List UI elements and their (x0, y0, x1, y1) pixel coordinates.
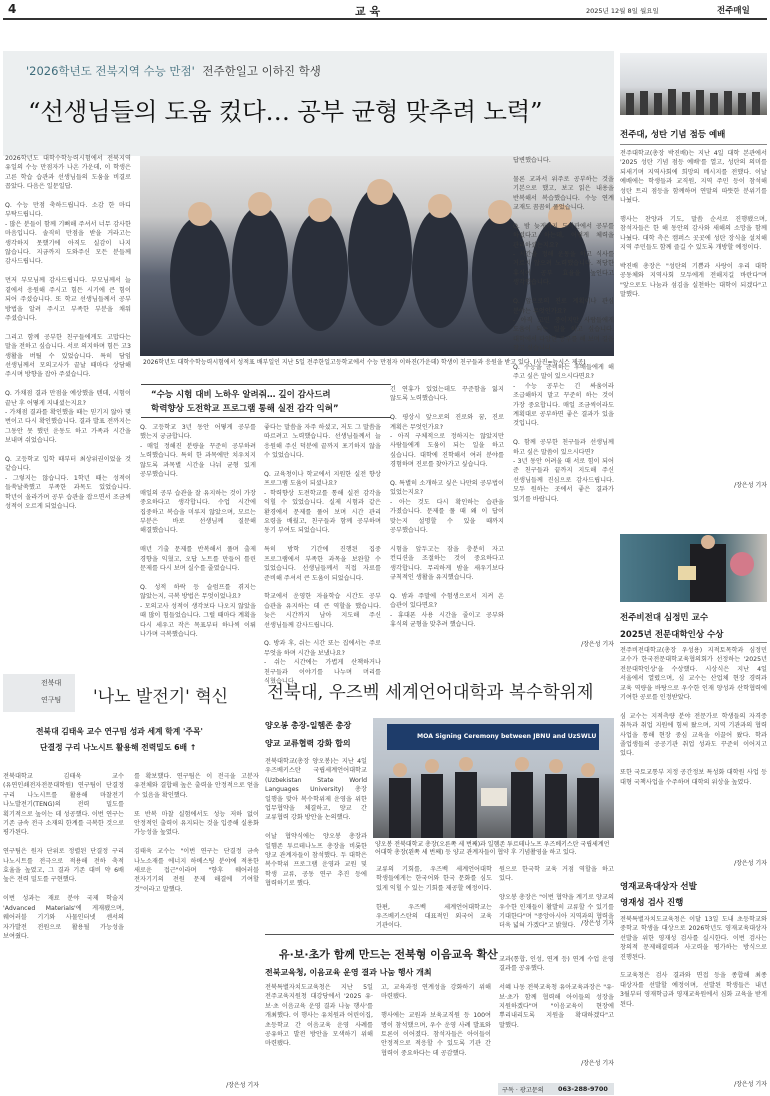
side1-byline: /장은성 기자 (734, 482, 767, 489)
jbnu-subhead-1: 양오봉 총장-일헴존 총장 (265, 721, 352, 730)
childcare-headline: 유·보·초가 함께 만드는 전북형 이음교육 확산 (279, 948, 498, 961)
nano-byline: /장은성 기자 (226, 1082, 259, 1089)
award-graphic (620, 534, 767, 602)
childcare-subhead: 전북교육청, 이음교육 운영 결과 나눔 행사 개최 (265, 968, 432, 977)
paper-name: 전주매일 (717, 6, 750, 16)
nano-tag-2: 연구팀 (41, 696, 62, 704)
award-photo (620, 534, 767, 602)
subscribe-footer (498, 1083, 614, 1095)
issue-date: 2025년 12월 8일 월요일 (586, 7, 659, 15)
jbnu-photo-caption: 양오봉 전북대학교 총장(오른쪽 세 번째)과 일헴존 투르테나노프 우즈베키스탄 국립세계언어대학 총장(왼쪽 세 번째) 등 양교 관계자들이 협약 후 기념촬영을 하고 있다. (375, 841, 610, 857)
people-graphic (373, 718, 614, 838)
nano-subhead-2: 단결정 구리 나노시트 활용해 전력밀도 6배 ↑ (40, 743, 197, 752)
jbnu-story (265, 662, 614, 932)
childcare-col-3: 교과(통합, 인성, 연계 등) 연계 수업 운영 결과를 공유했다. 서혜 나동 전북교육청 유아교육과장은 "유·보·초가 함께 협력해 아이들의 성장을 지원하겠다"며 "이음교육이 현장에 뿌리내리도록 지원을 확대하겠다"고 말했다. (499, 956, 614, 1029)
nano-tag (3, 674, 75, 712)
side1-body: 전주대학교(총장 박진배)는 지난 4일 대학 본관에서 '2025 성탄 기념 점등 예배'를 열고, 성탄의 의미를 되새기며 지역사회에 희망의 메시지를 전했다. 이날 예배에는 학생들과 교직원, 지역 주민 등이 참석해 성탄 트리 점등을 함께하며 연말의 따뜻한 분위기를 나눴다. 행사는 찬양과 기도, 말씀 순서로 진행됐으며, 참석자들은 한 해 동안의 감사와 새해의 소망을 함께 나눴다. 대학 측은 캠퍼스 곳곳에 성탄 장식을 설치해 지역 주민들도 함께 즐길 수 있도록 개방할 예정이다. 박진배 총장은 "성탄의 기쁨과 사랑이 우리 대학 공동체와 지역사회 모두에게 전해지길 바란다"며 "앞으로도 나눔과 섬김을 실천하는 대학이 되겠다"고 말했다. (620, 150, 767, 299)
nano-tag-1: 전북대 (41, 679, 62, 687)
side1-rule (620, 144, 767, 145)
headline-box (3, 51, 614, 156)
page-number: 4 (8, 2, 17, 16)
pullquote (141, 384, 391, 418)
side2-body: 전주비전대학교(총장 우성용) 지적토목학과 심정민 교수가 한국전문대학교육협의회가 선정하는 '2025년 전문대학인상'을 수상했다. 시상식은 지난 4일 서울에서 열렸으며, 심 교수는 산업체 현장 경력과 교육 역량을 바탕으로 우수한 인재 양성과 산학협력에 기여한 공로를 인정받았다. 심 교수는 지적측량 분야 전문가로 학생들의 자격증 취득과 취업 지원에 힘써 왔으며, 지역 기관과의 협력 사업을 통해 현장 중심 교육을 이끌어 왔다. 학과 졸업생들의 공공기관 취업 성과도 꾸준히 이어지고 있다. 또한 국토교통부 지정 공간정보 특성화 대학원 사업 등 대형 국책사업을 수주하며 대학의 위상을 높였다. (620, 647, 767, 786)
side-story-christmas (620, 53, 767, 491)
jbnu-col-1: 전북대학교(총장 양오봉)는 지난 4일 우즈베키스탄 국립세계언어대학교(Uzbekistan State World Languages University) 총장 일행을 맞아 복수학위제 운영을 위한 업무협약을 체결하고, 양교 간 교류협력 강화 방안을 논의했다. 이날 협약식에는 양오봉 총장과 일헴존 투르테나노프 총장을 비롯한 양교 관계자들이 참석했다. 두 대학은 복수학위 프로그램 운영과 교원 및 학생 교류, 공동 연구 추진 등에 협력하기로 했다. (265, 758, 367, 888)
subscribe-phone: 063-288-9700 (558, 1085, 608, 1093)
jbnu-byline: /장은성 기자 (581, 920, 614, 927)
nano-story (3, 662, 259, 1094)
nano-col-2: 를 확보했다. 연구팀은 이 전극을 고분자 유전체와 결합해 높은 출력을 안정적으로 얻을 수 있음을 확인했다. 또 반복 마찰 실험에서도 성능 저하 없이 안정적인 출력이 유지되는 것을 입증해 실용화 가능성을 높였다. 김태욱 교수는 "이번 연구는 단결정 금속 나노소재를 에너지 하베스팅 분야에 적용한 새로운 접근"이라며 "향후 웨어러블 전자기기의 전원 문제 해결에 기여할 것"이라고 말했다. (134, 773, 259, 893)
main-col-4: 긴 연휴가 있었는데도 꾸준함을 잃지 않도록 노력했습니다. Q. 평상시 앞으로의 진로와 꿈, 진로 계획은 무엇인가요? - 아직 구체적으로 정하지는 않았지만 사람들에게 도움이 되는 일을 하고 싶습니다. 대학에 진학해서 여러 분야를 경험하며 진로를 찾아가고 싶습니다. Q. 특별히 소개하고 싶은 나만의 공부법이 있었는지요? - 아는 것도 다시 확인하는 습관을 가졌습니다. 문제를 풀 때 왜 이 답이 맞는지 설명할 수 있을 때까지 공부했습니다. 시험을 앞두고는 잠을 충분히 자고 컨디션을 조절하는 것이 중요하다고 생각합니다. 무리하게 밤을 새우기보다 규칙적인 생활을 유지했습니다. Q. 밤과 주말에 수험생으로서 지켜 온 습관이 있다면요? - 휴대폰 사용 시간을 줄이고 공부와 휴식의 균형을 맞추려 했습니다. (390, 386, 504, 629)
crowd-graphic (620, 53, 767, 115)
pullquote-line-1: “수능 시험 대비 노하우 알려줘… 깊이 감사드려 (151, 390, 331, 400)
nano-subhead-1: 전북대 김태욱 교수 연구팀 성과 세계 학계 '주목' (36, 727, 203, 736)
jbnu-signing-photo (373, 718, 614, 838)
side2-byline: /장은성 기자 (734, 860, 767, 867)
jbnu-divider (265, 934, 614, 935)
side-story-award (620, 540, 767, 870)
side3-rule (620, 911, 767, 912)
childcare-col-2: 고, 교육과정 연계성을 강화하기 위해 마련됐다. 행사에는 교원과 보육교직원 등 100여 명이 참석했으며, 우수 운영 사례 발표와 토론이 이어졌다. 참석자들은 아이들이 안정적으로 적응할 수 있도록 기관 간 협력이 중요하다는 데 공감했다. (381, 984, 491, 1057)
main-col-1: 2026학년도 대학수학능력시험에서 전북지역 유일의 수능 만점자가 나온 가운데, 이 학생은 고른 학습 습관과 선생님들의 도움을 비결로 꼽았다. 다음은 일문일답. Q. 수능 만점 축하드립니다. 소감 한 마디 부탁드립니다. - 많은 분들이 함께 기뻐해 주셔서 너무 감사한 마음입니다. 솔직히 만점을 받을 거라고는 생각하지 못했기에 아직도 실감이 나지 않습니다. 지금까지 도와주신 모든 분들께 감사드립니다. 먼저 부모님께 감사드립니다. 부모님께서 늘 곁에서 응원해 주시고 힘든 시기에 큰 힘이 되어 주셨습니다. 또 학교 선생님들께서 공부 방법을 알려 주시고 부족한 부분을 채워 주셨습니다. 그리고 함께 공부한 친구들에게도 고맙다는 말을 전하고 싶습니다. 서로 의지하며 힘든 고3 생활을 버틸 수 있었습니다. 특히 담임 선생님께서 모의고사가 끝날 때마다 상담해 주시며 방향을 잡아 주셨습니다. Q. 가채점 결과 만점을 예상했을 텐데, 시험이 끝난 후 어떻게 지내셨는지요? - 가채점 결과를 확인했을 때는 믿기지 않아 몇 번이고 다시 확인했습니다. 결과 발표 전까지는 그동안 못 했던 운동도 하고 가족과 시간을 보내며 쉬었습니다. Q. 고등학교 입학 때부터 최상위권이었을 것 같습니다. - 그렇지는 않습니다. 1학년 때는 성적이 들쑥날쑥했고 부족한 과목도 있었습니다. 학년이 올라가며 공부 습관을 잡으면서 조금씩 성적이 오르게 되었습니다. (5, 155, 131, 511)
kicker-right: 전주한일고 이하진 학생 (202, 64, 321, 78)
side2-rule (620, 642, 767, 643)
jbnu-headline: 전북대, 우즈벡 세계언어대학과 복수학위제 (267, 683, 594, 703)
side1-headline: 전주대, 성탄 기념 점등 예배 (620, 130, 726, 140)
section-title: 교 육 (355, 5, 381, 18)
main-col-3: 좋다는 말씀을 자주 하셨고, 저도 그 말씀을 따르려고 노력했습니다. 선생님들께서 늘 응원해 주신 덕분에 끝까지 포기하지 않을 수 있었습니다. Q. 교육청이나 학교에서 지원한 실전 향상 프로그램 도움이 되셨나요? - 학력향상 도전학교를 통해 실전 감각을 익힐 수 있었습니다. 실제 시험과 같은 환경에서 문제를 풀어 보며 시간 관리 요령을 배웠고, 친구들과 함께 공부하며 동기 부여도 되었습니다. 특히 방학 기간에 진행된 집중 프로그램에서 부족한 과목을 보완할 수 있었습니다. 선생님들께서 직접 자료를 준비해 주셔서 큰 도움이 되었습니다. 학교에서 운영한 자율학습 시간도 공부 습관을 유지하는 데 큰 역할을 했습니다. 늦은 시간까지 남아 지도해 주신 선생님들께 감사드립니다. Q. 방과 후, 쉬는 시간 또는 집에서는 주로 무엇을 하며 시간을 보냈나요? - 쉬는 시간에는 가볍게 산책하거나 친구들과 이야기를 나누며 머리를 식혔습니다. (264, 424, 381, 685)
subscribe-label: 구독 · 광고문의 (502, 1087, 544, 1094)
jbnu-subhead-2: 양교 교류협력 강화 합의 (265, 739, 351, 748)
nano-headline: '나노 발전기' 혁신 (93, 687, 229, 707)
side3-headline: 영재교육대상자 선발 (620, 882, 697, 892)
childcare-byline: /장은성 기자 (581, 1060, 614, 1067)
side3-byline: /장은성 기자 (734, 1081, 767, 1088)
pullquote-line-2: 학력향상 도전학교 프로그램 통해 실전 감각 익혀” (151, 404, 339, 414)
header-rule (3, 18, 767, 20)
side2-headline-2: 2025년 전문대학인상 수상 (620, 630, 724, 640)
side3-body: 전북특별자치도교육청은 이달 13일 도내 초등학교와 중학교 학생을 대상으로 2026학년도 영재교육대상자 선발을 위한 영재성 검사를 실시한다. 이번 검사는 창의적 문제해결력과 사고력을 평가하는 방식으로 진행된다. 도교육청은 검사 결과와 면접 등을 종합해 최종 대상자를 선발할 예정이며, 선발된 학생들은 내년 3월부터 영재학급과 영재교육원에서 심화 교육을 받게 된다. (620, 916, 767, 1008)
side2-headline-1: 전주비전대 심정민 교수 (620, 613, 709, 623)
main-col-2: Q. 고등학교 3년 동안 어떻게 공부를 했는지 궁금합니다. - 매일 정해진 분량을 꾸준히 공부하려 노력했습니다. 특히 한 과목에만 치우치지 않도록 과목별 시간을 나눠 균형 있게 공부했습니다. 매일의 공부 습관을 잘 유지하는 것이 가장 중요하다고 생각합니다. 수업 시간에 집중하고 복습을 미루지 않았으며, 모르는 부분은 바로 선생님께 질문해 해결했습니다. 매년 기출 문제를 반복해서 풀며 출제 경향을 익혔고, 오답 노트를 만들어 틀린 문제를 다시 보며 실수를 줄였습니다. Q. 성적 하락 등 슬럼프를 겪지는 않았는지, 극복 방법은 무엇이었나요? - 모의고사 성적이 생각보다 나오지 않았을 때 많이 힘들었습니다. 그럴 때마다 계획을 다시 세우고 작은 목표부터 하나씩 이뤄 나가며 극복했습니다. (140, 424, 256, 638)
side3-subhead: 영재성 검사 진행 (620, 898, 684, 908)
childcare-story (265, 938, 614, 1094)
main-byline: /장은성 기자 (581, 641, 614, 648)
jbnu-col-2: 교류의 기회를, 우즈벡 세계언어대학 학생들에게는 한국어와 한국 문화를 심도 있게 익힐 수 있는 기회를 제공할 예정이다. 한편, 우즈벡 세계언어대학교는 우즈베키스탄의 대표적인 외국어 교육 기관이다. (376, 866, 492, 930)
banner-text: MOA Signing Ceremony between JBNU and UzSWLU (417, 733, 597, 740)
side-story-gifted (620, 877, 767, 1092)
kicker (26, 63, 506, 79)
main-col-5: 답변했습니다. 물론 교과서 위주로 공부하는 것을 기본으로 했고, 보고 읽은 내용을 반복해서 복습했습니다. 수능 연계 교재도 꼼꼼히 풀었습니다. Q. 밤 늦게까지 도서관에서 공부를 하셨다고 하는데, 어떻게 체력을 관리하셨는지요? - 시간을 정해 운동을 하고 식사를 거르지 않으려 노력했습니다. 적당한 휴식이 공부 효율을 높인다고 생각했습니다. Q. 앞으로의 진로 계획이나 관심 분야는 무엇인가요? - 아직 고민 중이지만 사람들에게 도움이 되는 일을 하고 싶습니다. 대학에서 다양한 공부를 해 보며 길을 찾고 싶습니다. Q. 수능을 준비하는 후배들에게 해 주고 싶은 말이 있으시다면요? - 수능 공부는 긴 싸움이라 조급해하지 말고 꾸준히 하는 것이 가장 중요합니다. 매일 조금씩이라도 계획대로 공부하면 좋은 결과가 있을 것입니다. Q. 함께 공부한 친구들과 선생님께 하고 싶은 말씀이 있으시다면? - 3년 동안 어려울 때 서로 힘이 되어 준 친구들과 끝까지 지도해 주신 선생님들께 진심으로 감사드립니다. 모두 원하는 곳에서 좋은 결과가 있기를 바랍니다. (513, 157, 614, 503)
childcare-col-1: 전북특별자치도교육청은 지난 5일 전주교육지원청 대강당에서 '2025 유·보·초 이음교육 운영 결과 나눔 행사'를 개최했다. 이 행사는 유치원과 어린이집, 초등학교 간 이음교육 운영 사례를 공유하고 발전 방안을 모색하기 위해 마련됐다. (265, 984, 373, 1048)
photo-caption: 2026학년도 대학수학능력시험에서 성적표 배부일인 지난 5일 전주한일고등학교에서 수능 만점자 이하진(가운데) 학생이 친구들과 응원을 받고 있다. (사진=뉴시스 제공) (143, 359, 586, 366)
jbnu-col-3: 원으로 한국학 교육 거점 역할을 하고 있다. 양오봉 총장은 "이번 협약을 계기로 양교의 우수한 인재들이 활발히 교류할 수 있기를 기대한다"며 "중앙아시아 지역과의 협력을 더욱 넓혀 가겠다"고 밝혔다. (499, 866, 614, 930)
christmas-photo (620, 53, 767, 115)
nano-col-1: 전북대학교 김태욱 교수(유연인쇄전자전문대학원) 연구팀이 단결정 구리 나노시트를 활용해 마찰전기 나노발전기(TENG)의 전력 밀도를 획기적으로 높이는 데 성공했다. 이번 연구는 기존 금속 전극 소재의 한계를 극복한 것으로 평가된다. 연구팀은 원자 단위로 정렬된 단결정 구리 나노시트를 전극으로 적용해 전하 축적 효율을 높였고, 그 결과 기존 대비 약 6배 높은 전력 밀도를 구현했다. 이번 성과는 재료 분야 국제 학술지 'Advanced Materials'에 게재됐으며, 웨어러블 기기와 사물인터넷 센서의 자가발전 전원으로 활용될 가능성을 보여줬다. (3, 773, 124, 940)
page-header (0, 0, 770, 19)
main-headline: “선생님들의 도움 컸다… 공부 균형 맞추려 노력” (28, 97, 543, 126)
kicker-left: '2026학년도 전북지역 수능 만점' (26, 64, 195, 78)
